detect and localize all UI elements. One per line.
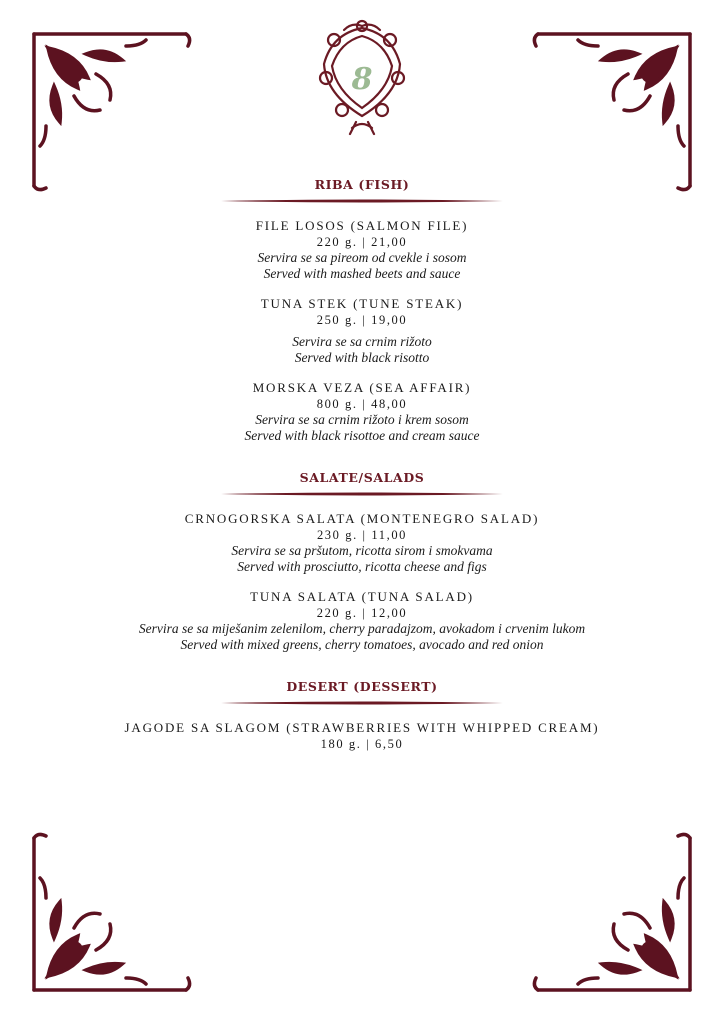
item-price: 220 g. | 12,00 bbox=[316, 606, 408, 620]
section-title: DESERT (DESSERT) bbox=[286, 679, 438, 694]
item-description-local: Servira se sa pršutom, ricotta sirom i smokvama bbox=[231, 543, 493, 558]
item-description-en: Served with prosciutto, ricotta cheese and figs bbox=[237, 558, 487, 574]
item-description-local: Servira se sa miješanim zelenilom, cherry paradajzom, avokadom i crvenim lukom bbox=[138, 621, 586, 636]
item-name: JAGODE SA SLAGOM (STRAWBERRIES WITH WHIPPED CREAM) bbox=[124, 720, 600, 735]
item-price: 250 g. | 19,00 bbox=[316, 313, 408, 327]
item-price: 180 g. | 6,50 bbox=[320, 737, 404, 751]
section-title: RIBA (FISH) bbox=[314, 177, 410, 192]
item-description-en: Served with black risottoe and cream sauce bbox=[244, 427, 480, 443]
menu-section-fish bbox=[0, 176, 724, 443]
page-number: 8 bbox=[351, 62, 373, 97]
corner-ornament-top-left-icon bbox=[26, 26, 196, 196]
menu-item bbox=[0, 379, 724, 443]
corner-ornament-bottom-left-icon bbox=[26, 828, 196, 998]
corner-ornament-top-right-icon bbox=[528, 26, 698, 196]
menu-item bbox=[0, 295, 724, 365]
item-price: 800 g. | 48,00 bbox=[316, 397, 408, 411]
item-name: MORSKA VEZA (SEA AFFAIR) bbox=[252, 380, 472, 395]
crest-emblem bbox=[312, 18, 412, 136]
section-title: SALATE/SALADS bbox=[299, 470, 425, 485]
menu-section-dessert bbox=[0, 678, 724, 752]
item-description-en: Served with mixed greens, cherry tomatoes, avocado and red onion bbox=[180, 636, 544, 652]
menu-item bbox=[0, 510, 724, 574]
menu-content bbox=[0, 176, 724, 778]
divider-ornament-icon bbox=[217, 699, 507, 707]
corner-ornament-bottom-right-icon bbox=[528, 828, 698, 998]
menu-item bbox=[0, 719, 724, 752]
item-description-local: Servira se sa pireom od cvekle i sosom bbox=[257, 250, 467, 265]
item-price: 220 g. | 21,00 bbox=[316, 235, 408, 249]
item-name: FILE LOSOS (SALMON FILE) bbox=[255, 218, 469, 233]
divider-ornament-icon bbox=[217, 490, 507, 498]
item-description-local: Servira se sa crnim rižoto bbox=[292, 334, 432, 349]
item-price: 230 g. | 11,00 bbox=[316, 528, 408, 542]
item-description-local: Servira se sa crnim rižoto i krem sosom bbox=[255, 412, 469, 427]
item-name: CRNOGORSKA SALATA (MONTENEGRO SALAD) bbox=[184, 511, 540, 526]
menu-item bbox=[0, 588, 724, 652]
item-description-en: Served with black risotto bbox=[294, 349, 430, 365]
menu-item bbox=[0, 217, 724, 281]
menu-section-salads bbox=[0, 469, 724, 652]
item-description-en: Served with mashed beets and sauce bbox=[263, 265, 461, 281]
item-name: TUNA SALATA (TUNA SALAD) bbox=[250, 589, 474, 604]
divider-ornament-icon bbox=[217, 197, 507, 205]
item-name: TUNA STEK (TUNE STEAK) bbox=[260, 296, 464, 311]
